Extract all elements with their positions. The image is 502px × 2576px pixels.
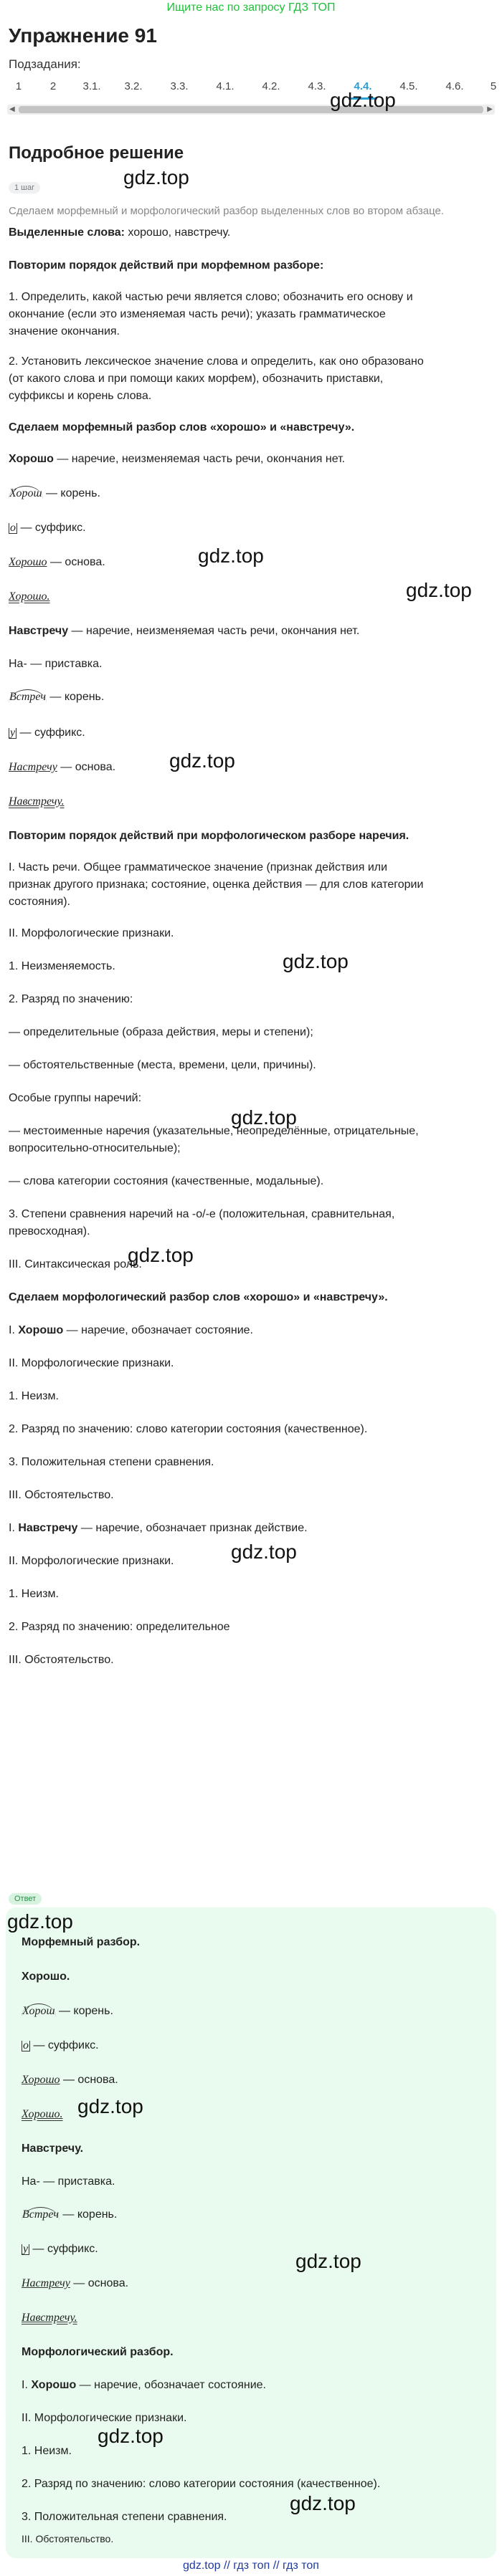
mphl-7: Особые группы наречий: xyxy=(9,1092,142,1104)
horosho-line-1 xyxy=(9,1323,253,1339)
mphl-4: 2. Разряд по значению: xyxy=(9,993,133,1005)
tab-1[interactable]: 1 xyxy=(15,80,22,92)
answer-word2-full-line xyxy=(22,2310,77,2326)
watermark: gdz.top xyxy=(290,2492,356,2514)
answer-word2-root: Встреч xyxy=(22,2208,59,2221)
word2-suffix: у xyxy=(10,727,16,739)
answer-horosho-pre: I. xyxy=(22,2379,32,2391)
horosho-line-6: III. Обстоятельство. xyxy=(9,1489,114,1501)
mphl-11: III. Синтаксическая роль. xyxy=(9,1258,142,1270)
word1-suffix-desc: — суффикс. xyxy=(17,522,86,534)
answer-horosho-line-6: III. Обстоятельство. xyxy=(22,2533,114,2544)
answer-mphl-title: Морфологический разбор. xyxy=(22,2346,174,2358)
word2-suffix-line xyxy=(9,725,85,741)
mphl-1b: признак другого признака; состояние, оценка действия — для слов категории xyxy=(9,878,424,891)
word2-prefix-line xyxy=(9,656,102,672)
mphl-3: 1. Неизменяемость. xyxy=(9,960,115,972)
navstrechu-line-1 xyxy=(9,1521,308,1536)
tab-4-2[interactable]: 4.2. xyxy=(262,80,280,92)
answer-word1-suffix: о xyxy=(23,2039,29,2051)
morph-step-2c: суффиксы и корень слова. xyxy=(9,390,152,402)
horosho-line-5: 3. Положительная степени сравнения. xyxy=(9,1456,214,1468)
horosho-pre: I. xyxy=(9,1324,19,1336)
navstrechu-line-4: 2. Разряд по значению: определительное xyxy=(9,1621,230,1633)
watermark: gdz.top xyxy=(7,1910,73,1933)
watermark: gdz.top xyxy=(231,1106,297,1129)
morph-step-1: 1. Определить, какой частью речи является слово; обозначить его основу и xyxy=(9,291,413,303)
answer-word2-suffix-line xyxy=(22,2241,98,2257)
mphl-10b: превосходная). xyxy=(9,1225,90,1237)
search-banner[interactable]: Ищите нас по запросу ГДЗ ТОП xyxy=(166,1,336,14)
answer-word1-suffix-desc: — суффикс. xyxy=(30,2039,99,2051)
tab-2[interactable]: 2 xyxy=(49,80,57,92)
scroll-left-icon[interactable]: ◀ xyxy=(9,105,15,113)
navstrechu-line-5: III. Обстоятельство. xyxy=(9,1654,114,1666)
horosho-line-2: II. Морфологические признаки. xyxy=(9,1357,174,1369)
selected-words-label: Выделенные слова: xyxy=(9,226,125,239)
mphl-2: II. Морфологические признаки. xyxy=(9,927,174,939)
answer-word2-full: Навстречу. xyxy=(22,2312,77,2324)
answer-word1-root-line xyxy=(22,2003,113,2019)
mphl-10: 3. Степени сравнения наречий на -о/-е (положительная, сравнительная, xyxy=(9,1208,395,1220)
word2-root-desc: — корень. xyxy=(46,691,105,703)
answer-horosho-line-5: 3. Положительная степени сравнения. xyxy=(22,2511,227,2523)
tab-4-6[interactable]: 4.6. xyxy=(445,80,464,92)
word2-stem-line xyxy=(9,760,115,775)
navstrechu-line-2: II. Морфологические признаки. xyxy=(9,1555,174,1567)
word1-suffix: о xyxy=(10,522,16,534)
answer-morph-title: Морфемный разбор. xyxy=(22,1936,141,1948)
tab-3-2[interactable]: 3.2. xyxy=(124,80,143,92)
mphl-9: — слова категории состояния (качественные, модальные). xyxy=(9,1175,324,1187)
word2-full-line xyxy=(9,794,65,810)
word2-desc: — наречие, неизменяемая часть речи, окончания нет. xyxy=(68,625,360,637)
subtask-tabs xyxy=(0,80,502,100)
horosho-line-3: 1. Неизм. xyxy=(9,1390,59,1402)
morph-step-2: 2. Установить лексическое значение слова и определить, как оно образовано xyxy=(9,355,424,368)
answer-horosho-rest: — наречие, обозначает состояние. xyxy=(76,2379,266,2391)
watermark: gdz.top xyxy=(77,2095,143,2117)
morph-step-2b: (от какого слова и при помощи каких морфем), обозначить приставки, xyxy=(9,373,384,385)
answer-word2-stem-line xyxy=(22,2276,128,2292)
word2-root: Встреч xyxy=(9,691,46,703)
word1-suffix-line xyxy=(9,520,86,536)
answer-word2-stem: Настречу xyxy=(22,2277,70,2289)
answer-word2-prefix-desc: — приставка. xyxy=(39,2175,115,2188)
answer-word1-full: Хорошо. xyxy=(22,2108,63,2120)
word1-full: Хорошо. xyxy=(9,590,50,603)
answer-word1-stem-desc: — основа. xyxy=(60,2074,118,2086)
answer-word1-stem: Хорошо xyxy=(22,2074,60,2086)
answer-word2-root-line xyxy=(22,2207,117,2223)
tab-4-4[interactable]: 4.4. xyxy=(354,80,372,92)
tab-4-3[interactable]: 4.3. xyxy=(308,80,326,92)
navstrechu-pre: I. xyxy=(9,1522,19,1534)
tab-4-5[interactable]: 4.5. xyxy=(399,80,418,92)
watermark: gdz.top xyxy=(128,1244,194,1266)
watermark: gdz.top xyxy=(169,750,235,772)
answer-word2-prefix: На- xyxy=(22,2175,40,2188)
answer-word2-suffix-desc: — суффикс. xyxy=(29,2243,98,2255)
tab-4-1[interactable]: 4.1. xyxy=(216,80,235,92)
horosho-rest: — наречие, обозначает состояние. xyxy=(63,1324,253,1336)
watermark: gdz.top xyxy=(198,545,264,567)
mphl-order-title: Повторим порядок действий при морфологическом разборе наречия. xyxy=(9,830,409,842)
tab-3-3[interactable]: 3.3. xyxy=(170,80,189,92)
horosho-line-4: 2. Разряд по значению: слово категории состояния (качественное). xyxy=(9,1423,368,1435)
word1-stem: Хорошо xyxy=(9,556,47,568)
step-badge: 1 шаг xyxy=(9,182,40,193)
mphl-1c: состояния). xyxy=(9,896,70,908)
word2-line xyxy=(9,623,359,639)
answer-word1-title: Хорошо. xyxy=(22,1971,70,1983)
word1-stem-desc: — основа. xyxy=(47,556,105,568)
word1: Хорошо xyxy=(9,453,54,465)
section-title: Подробное решение xyxy=(9,143,184,163)
watermark: gdz.top xyxy=(98,2425,164,2447)
morph-do-title: Сделаем морфемный разбор слов «хорошо» и «навстречу». xyxy=(9,421,355,434)
word2-prefix-desc: — приставка. xyxy=(27,658,103,670)
answer-horosho-line-3: 1. Неизм. xyxy=(22,2445,72,2457)
scroll-thumb[interactable] xyxy=(19,106,483,113)
mphl-do-title: Сделаем морфологический разбор слов «хорошо» и «навстречу». xyxy=(9,1291,388,1303)
watermark: gdz.top xyxy=(330,89,396,111)
watermark: gdz.top xyxy=(231,1541,297,1563)
morph-step-1c: значение окончания. xyxy=(9,325,120,337)
answer-badge: Ответ xyxy=(9,1893,42,1905)
answer-word1-root: Хорош xyxy=(22,2005,55,2017)
word2-prefix: На- xyxy=(9,658,27,670)
mphl-8b: вопросительно-относительные); xyxy=(9,1142,181,1154)
answer-word2-root-desc: — корень. xyxy=(59,2208,118,2221)
answer-word1-root-desc: — корень. xyxy=(55,2005,113,2017)
selected-words-line xyxy=(9,225,230,241)
word1-root-line xyxy=(9,486,100,502)
word1-root: Хорош xyxy=(9,487,42,499)
morph-order-title: Повторим порядок действий при морфемном разборе: xyxy=(9,259,324,272)
word2: Навстречу xyxy=(9,625,69,637)
answer-word1-stem-line xyxy=(22,2072,118,2088)
answer-horosho-line-2: II. Морфологические признаки. xyxy=(22,2412,187,2424)
footer-links[interactable]: gdz.top // гдз топ // гдз топ xyxy=(183,2560,319,2572)
subtasks-label: Подзадания: xyxy=(9,57,81,71)
answer-word2-stem-desc: — основа. xyxy=(70,2277,129,2289)
answer-word1-full-line xyxy=(22,2107,63,2122)
answer-word2-suffix: у xyxy=(23,2243,29,2255)
word2-full: Навстречу. xyxy=(9,795,65,808)
navstrechu-word: Навстречу xyxy=(18,1522,78,1534)
answer-word1-suffix-line xyxy=(22,2038,99,2054)
navstrechu-rest: — наречие, обозначает признак действие. xyxy=(77,1522,308,1534)
word1-line xyxy=(9,451,345,467)
answer-word2-prefix-line xyxy=(22,2174,115,2190)
mphl-6: — обстоятельственные (места, времени, цели, причины). xyxy=(9,1059,316,1071)
scroll-right-icon[interactable]: ▶ xyxy=(487,105,493,113)
tab-5[interactable]: 5 xyxy=(490,80,497,92)
tab-3-1[interactable]: 3.1. xyxy=(82,80,101,92)
answer-word2-title: Навстречу. xyxy=(22,2142,84,2155)
mphl-5: — определительные (образа действия, меры и степени); xyxy=(9,1026,313,1038)
page-title: Упражнение 91 xyxy=(9,24,157,47)
selected-words: хорошо, навстречу. xyxy=(124,226,231,239)
word1-full-line xyxy=(9,589,50,605)
tabs-scrollbar[interactable] xyxy=(7,105,495,115)
watermark: gdz.top xyxy=(123,166,189,188)
word1-root-desc: — корень. xyxy=(42,487,100,499)
answer-horosho-word: Хорошо xyxy=(31,2379,77,2391)
word2-stem: Настречу xyxy=(9,761,57,773)
answer-horosho-line-1 xyxy=(22,2378,266,2393)
intro-text: Сделаем морфемный и морфологический разбор выделенных слов во втором абзаце. xyxy=(9,205,445,217)
watermark: gdz.top xyxy=(283,950,349,972)
word2-suffix-desc: — суффикс. xyxy=(16,727,85,739)
morph-step-1b: окончание (если это изменяемая часть речи); указать грамматическое xyxy=(9,308,386,320)
navstrechu-line-3: 1. Неизм. xyxy=(9,1588,59,1600)
word2-stem-desc: — основа. xyxy=(57,761,116,773)
watermark: gdz.top xyxy=(406,579,472,601)
word1-desc: — наречие, неизменяемая часть речи, окончания нет. xyxy=(53,453,346,465)
word1-stem-line xyxy=(9,555,105,570)
answer-horosho-line-4: 2. Разряд по значению: слово категории состояния (качественное). xyxy=(22,2478,381,2490)
word2-root-line xyxy=(9,689,104,705)
watermark: gdz.top xyxy=(295,2250,361,2272)
mphl-1: I. Часть речи. Общее грамматическое значение (признак действия или xyxy=(9,861,388,873)
mphl-8: — местоименные наречия (указательные, неопределённые, отрицательные, xyxy=(9,1125,419,1137)
horosho-word: Хорошо xyxy=(18,1324,64,1336)
